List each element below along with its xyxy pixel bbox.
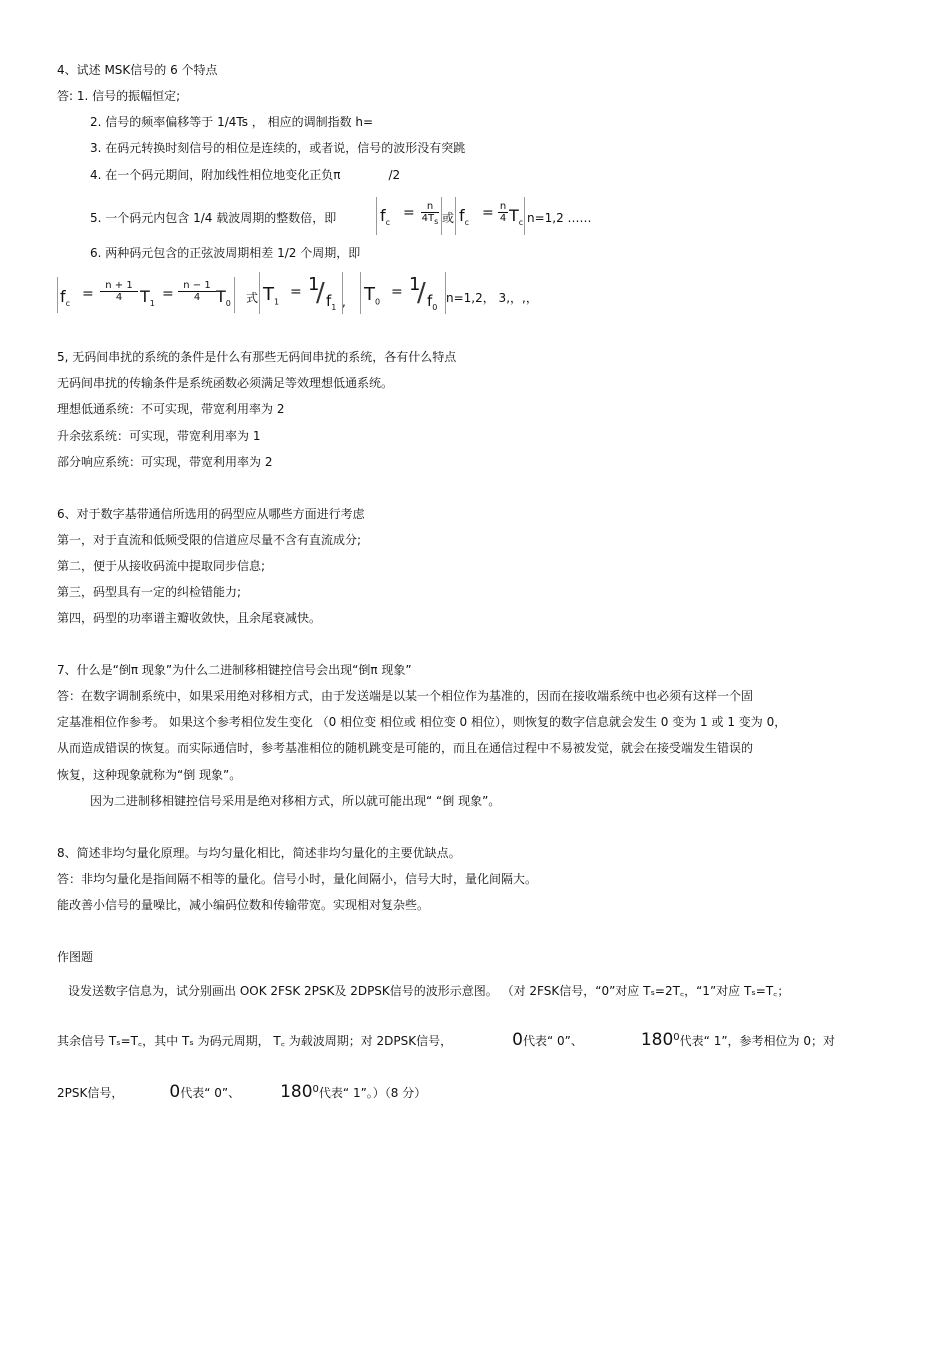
q8-title: 8、简述非均匀量化原理。与均匀量化相比，简述非均匀量化的主要优缺点。 xyxy=(57,846,461,860)
q6-line-3: 第三，码型具有一定的纠检错能力; xyxy=(57,585,242,599)
formula-comma: , xyxy=(342,295,346,309)
formula-t0-eq-1-over-f0: $T_0$ = 1 / $f_0$ xyxy=(360,272,446,314)
q4-title: 4、试述 MSK信号的 6 个特点 xyxy=(57,63,218,77)
q5-title: 5, 无码间串扰的系统的条件是什么有那些无码间串扰的系统，各有什么特点 xyxy=(57,350,457,364)
drawing-line-2: 其余信号 Tₛ=T꜀，其中 Tₛ 为码元周期， T꜀ 为载波周期；对 2DPSK信号， 0代表“ 0”、 $180^0$代表“ 1”，参考相位为 0；对 xyxy=(57,1030,836,1050)
formula-fc-n-over-4-tc: $f_c$ = n 4 $T_c$ xyxy=(455,197,525,235)
q4-point-2: 2. 信号的频率偏移等于 1/4Ts ， 相应的调制指数 h= xyxy=(90,115,374,129)
q7-line-3: 从而造成错误的恢复。而实际通信时，参考基准相位的随机跳变是可能的，而且在通信过程中不易被发觉，就会在接受端发生错误的 xyxy=(57,741,754,755)
q5-line-4: 部分响应系统：可实现，带宽利用率为 2 xyxy=(57,455,273,469)
q7-line-4: 恢复，这种现象就称为“倒 现象”。 xyxy=(57,768,242,782)
q6-line-4: 第四，码型的功率谱主瓣收敛快，且余尾衰减快。 xyxy=(57,611,322,625)
formula-t1-eq-1-over-f1: $T_1$ = 1 / $f_1$ xyxy=(259,272,343,314)
q4-point-3: 3. 在码元转换时刻信号的相位是连续的，或者说，信号的波形没有突跳 xyxy=(90,141,466,155)
q6-title: 6、对于数字基带通信所选用的码型应从哪些方面进行考虑 xyxy=(57,507,365,521)
formula-shi: 式 xyxy=(246,291,259,305)
q4-or: 或 xyxy=(442,211,455,225)
q8-line-1: 答：非均匀量化是指间隔不相等的量化。信号小时，量化间隔小，信号大时，量化间隔大。 xyxy=(57,872,538,886)
formula-fc-n-over-4ts: $f_c$ = n $4T_s$ xyxy=(376,197,442,235)
q5-line-3: 升余弦系统：可实现，带宽利用率为 1 xyxy=(57,429,261,443)
q5-line-2: 理想低通系统：不可实现，带宽利用率为 2 xyxy=(57,402,285,416)
q7-line-5: 因为二进制移相键控信号采用是绝对移相方式，所以就可能出现“ “倒 现象”。 xyxy=(90,794,501,808)
q8-line-2: 能改善小信号的量噪比，减小编码位数和传输带宽。实现相对复杂些。 xyxy=(57,898,430,912)
q7-title: 7、什么是“倒π 现象”为什么二进制移相键控信号会出现“倒π 现象” xyxy=(57,663,412,677)
q4-point-4: 4. 在一个码元期间，附加线性相位地变化正负π /2 xyxy=(90,168,401,182)
q7-line-2: 定基准相位作参考。 如果这个参考相位发生变化 （0 相位变 相位或 相位变 0 相位），则恢复的数字信息就会发生 0 变为 1 或 1 变为 0， xyxy=(57,715,787,729)
q4-answer-1: 答: 1. 信号的振幅恒定; xyxy=(57,89,181,103)
formula-fc-t1-t0: $f_c$ = n + 1 4 $T_1$ = n − 1 4 $T_0$ xyxy=(57,277,235,313)
q7-line-1: 答：在数字调制系统中，如果采用绝对移相方式，由于发送端是以某一个相位作为基准的，因而在接收端系统中也必须有这样一个固 xyxy=(57,689,754,703)
q4-point-5: 5. 一个码元内包含 1/4 载波周期的整数倍，即 xyxy=(90,211,337,225)
drawing-line-1: 设发送数字信息为，试分别画出 OOK 2FSK 2PSK及 2DPSK信号的波形示意图。 （对 2FSK信号，“0”对应 Tₛ=2T꜀，“1”对应 Tₛ=T꜀； xyxy=(68,984,790,998)
drawing-title: 作图题 xyxy=(57,950,94,964)
q6-line-1: 第一，对于直流和低频受限的信道应尽量不含有直流成分; xyxy=(57,533,362,547)
q4-n-range: n=1,2 …… xyxy=(527,211,592,225)
q4-point-6: 6. 两种码元包含的正弦波周期相差 1/2 个周期，即 xyxy=(90,246,361,260)
drawing-line-3: 2PSK信号， 0代表“ 0”、 $180^0$代表“ 1”。）（8 分） xyxy=(57,1082,427,1102)
q6-line-2: 第二，便于从接收码流中提取同步信息; xyxy=(57,559,266,573)
q5-line-1: 无码间串扰的传输条件是系统函数必须满足等效理想低通系统。 xyxy=(57,376,394,390)
formula-n-range: n=1,2， 3,，,， xyxy=(446,291,538,305)
